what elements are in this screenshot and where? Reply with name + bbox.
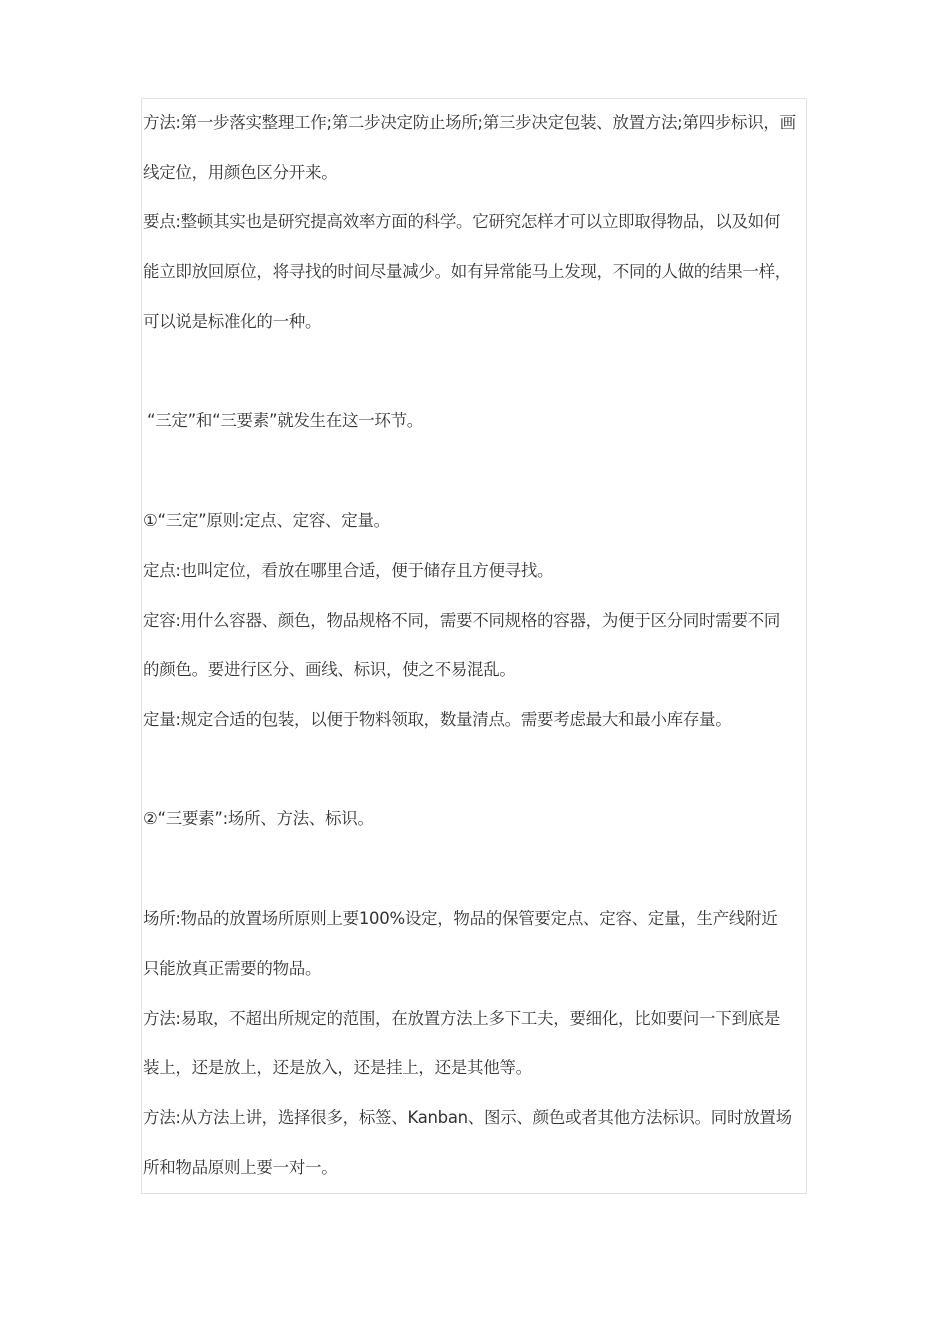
text-line-key-points: 要点:整顿其实也是研究提高效率方面的科学。它研究怎样才可以立即取得物品，以及如何 <box>143 212 781 231</box>
text-line-method-labeling-cont: 所和物品原则上要一对一。 <box>143 1158 338 1177</box>
text-line-method-labeling: 方法:从方法上讲，选择很多，标签、Kanban、图示、颜色或者其他方法标识。同时放置场 <box>143 1108 792 1127</box>
text-line-key-points-end: 可以说是标准化的一种。 <box>143 312 322 331</box>
text-line-method-steps: 方法:第一步落实整理工作;第二步决定防止场所;第三步决定包装、放置方法;第四步标识，画 <box>143 113 796 132</box>
text-line-fixed-location: 定点:也叫定位，看放在哪里合适，便于储存且方便寻找。 <box>143 561 554 580</box>
text-line-method-access-cont: 装上，还是放上，还是放入，还是挂上，还是其他等。 <box>143 1058 532 1077</box>
text-line-method-access: 方法:易取，不超出所规定的范围，在放置方法上多下工夫，要细化，比如要问一下到底是 <box>143 1009 781 1028</box>
text-line-three-elements: ②“三要素”:场所、方法、标识。 <box>143 809 374 828</box>
text-line-fixed-container-cont: 的颜色。要进行区分、画线、标识，使之不易混乱。 <box>143 660 516 679</box>
text-line-three-fix-principle: ①“三定”原则:定点、定容、定量。 <box>143 511 390 530</box>
text-line-key-points-cont: 能立即放回原位，将寻找的时间尽量减少。如有异常能马上发现，不同的人做的结果一样， <box>143 262 792 281</box>
text-line-method-steps-cont: 线定位，用颜色区分开来。 <box>143 163 338 182</box>
text-line-place: 场所:物品的放置场所原则上要100%设定，物品的保管要定点、定容、定量，生产线附近 <box>143 909 778 928</box>
text-line-fixed-quantity: 定量:规定合适的包装，以便于物料领取，数量清点。需要考虑最大和最小库存量。 <box>143 710 732 729</box>
text-line-fixed-container: 定容:用什么容器、颜色，物品规格不同，需要不同规格的容器，为便于区分同时需要不同 <box>143 611 781 630</box>
text-line-three-fix-intro: “三定”和“三要素”就发生在这一环节。 <box>147 411 423 430</box>
text-line-place-cont: 只能放真正需要的物品。 <box>143 959 322 978</box>
